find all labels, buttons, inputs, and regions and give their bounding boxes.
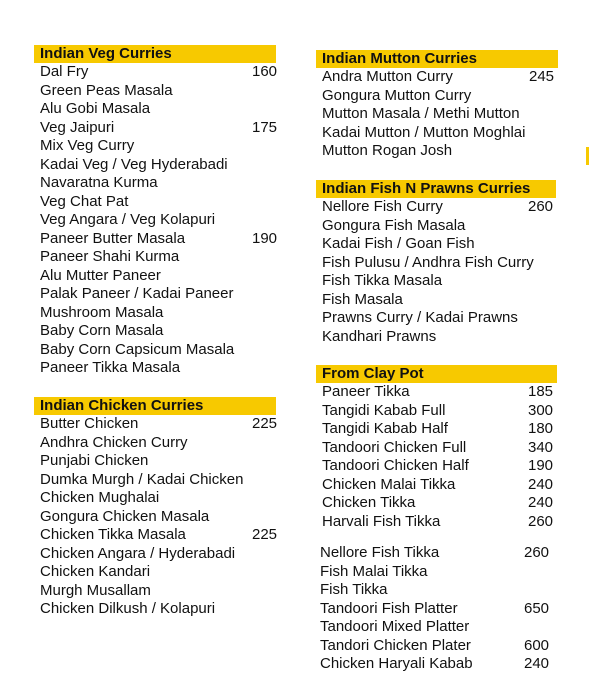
menu-item-price: 175 bbox=[252, 118, 278, 136]
menu-item-name: Prawns Curry / Kadai Prawns bbox=[322, 309, 518, 326]
menu-item bbox=[322, 124, 558, 143]
fish-prawns-list bbox=[316, 198, 556, 346]
menu-item-name: Palak Paneer / Kadai Paneer bbox=[40, 285, 234, 302]
menu-item-name: Chicken Tikka Masala bbox=[40, 526, 186, 543]
menu-item-name: Dumka Murgh / Kadai Chicken bbox=[40, 470, 244, 488]
menu-item-price: 240 bbox=[524, 655, 550, 672]
menu-item-name: Nellore Fish Curry bbox=[322, 198, 443, 215]
menu-item bbox=[40, 489, 276, 508]
menu-item-name: Andra Mutton Curry bbox=[322, 68, 453, 85]
menu-item bbox=[40, 211, 276, 230]
menu-item bbox=[40, 582, 276, 601]
menu-item-name: Mutton Masala / Methi Mutton bbox=[322, 105, 520, 122]
menu-item bbox=[40, 82, 276, 101]
menu-item bbox=[40, 285, 276, 304]
menu-item bbox=[320, 637, 554, 656]
menu-item-name: Fish Tikka Masala bbox=[322, 272, 443, 289]
clay-pot-list-2 bbox=[314, 544, 554, 674]
menu-item-name: Navaratna Kurma bbox=[40, 174, 158, 191]
menu-item-name: Butter Chicken bbox=[40, 415, 139, 432]
menu-item bbox=[40, 359, 276, 378]
menu-item-name: Chicken Kandari bbox=[40, 563, 151, 580]
veg-curries-section bbox=[34, 45, 276, 378]
menu-item bbox=[322, 402, 557, 421]
menu-item bbox=[322, 272, 556, 291]
menu-item-price: 185 bbox=[528, 383, 554, 400]
chicken-curries-header: Indian Chicken Curries bbox=[34, 397, 276, 415]
menu-item bbox=[40, 563, 276, 582]
menu-item-price: 300 bbox=[528, 401, 554, 419]
menu-item-name: Veg Chat Pat bbox=[40, 192, 129, 210]
menu-item-price: 160 bbox=[252, 63, 278, 80]
menu-item bbox=[40, 63, 276, 82]
menu-item bbox=[322, 254, 556, 273]
menu-item-price: 340 bbox=[528, 438, 554, 456]
chicken-curries-section bbox=[34, 397, 276, 619]
menu-item bbox=[40, 452, 276, 471]
menu-item-name: Gongura Chicken Masala bbox=[40, 507, 210, 525]
menu-item bbox=[322, 87, 558, 106]
clay-pot-header: From Clay Pot bbox=[316, 365, 557, 383]
menu-item-price: 600 bbox=[524, 636, 550, 654]
menu-item bbox=[40, 174, 276, 193]
menu-item-name: Harvali Fish Tikka bbox=[322, 512, 441, 530]
menu-item-price: 225 bbox=[252, 526, 278, 543]
fish-prawns-header: Indian Fish N Prawns Curries bbox=[316, 180, 556, 198]
menu-item-price: 240 bbox=[528, 475, 554, 493]
menu-item-name: Chicken Haryali Kabab bbox=[320, 655, 473, 672]
menu-item-name: Chicken Angara / Hyderabadi bbox=[40, 544, 236, 562]
menu-item bbox=[322, 494, 557, 513]
menu-item-name: Veg Angara / Veg Kolapuri bbox=[40, 211, 216, 228]
menu-item-price: 650 bbox=[524, 599, 550, 617]
menu-item-price: 260 bbox=[524, 544, 550, 561]
menu-item bbox=[40, 415, 276, 434]
menu-item bbox=[322, 142, 558, 161]
mutton-curries-header: Indian Mutton Curries bbox=[316, 50, 558, 68]
menu-item bbox=[322, 105, 558, 124]
menu-item-price: 225 bbox=[252, 415, 278, 432]
mutton-curries-list bbox=[316, 68, 558, 161]
clay-pot-list bbox=[316, 383, 557, 531]
menu-item-name: Fish Masala bbox=[322, 290, 403, 308]
menu-item bbox=[320, 563, 554, 582]
menu-item-name: Kadai Fish / Goan Fish bbox=[322, 235, 475, 252]
fish-prawns-section bbox=[316, 180, 556, 346]
menu-item-name: Kadai Veg / Veg Hyderabadi bbox=[40, 155, 228, 173]
clay-pot-list-continued bbox=[314, 544, 554, 674]
menu-item-name: Mushroom Masala bbox=[40, 303, 164, 321]
menu-item bbox=[322, 328, 556, 347]
menu-item bbox=[40, 508, 276, 527]
menu-item bbox=[322, 235, 556, 254]
menu-item bbox=[322, 383, 557, 402]
menu-item-name: Gongura Mutton Curry bbox=[322, 86, 472, 104]
menu-item bbox=[320, 600, 554, 619]
menu-item-price: 190 bbox=[252, 229, 278, 247]
menu-item bbox=[40, 545, 276, 564]
menu-item-name: Kandhari Prawns bbox=[322, 327, 437, 345]
menu-item bbox=[320, 581, 554, 600]
chicken-curries-list bbox=[34, 415, 276, 619]
menu-item bbox=[322, 439, 557, 458]
menu-item-name: Mix Veg Curry bbox=[40, 137, 135, 154]
menu-item-name: Kadai Mutton / Mutton Moghlai bbox=[322, 123, 526, 141]
menu-item-price: 180 bbox=[528, 420, 554, 437]
menu-item-name: Punjabi Chicken bbox=[40, 452, 149, 469]
menu-item-name: Dal Fry bbox=[40, 63, 89, 80]
menu-item bbox=[322, 291, 556, 310]
menu-item-name: Tandoori Fish Platter bbox=[320, 599, 458, 617]
mutton-curries-section bbox=[316, 50, 558, 161]
menu-item-name: Paneer Butter Masala bbox=[40, 229, 186, 247]
menu-item bbox=[40, 600, 276, 619]
menu-item-price: 190 bbox=[528, 457, 554, 474]
menu-item bbox=[40, 526, 276, 545]
menu-item bbox=[40, 193, 276, 212]
menu-item bbox=[322, 457, 557, 476]
menu-item-name: Mutton Rogan Josh bbox=[322, 142, 453, 159]
menu-item-name: Fish Pulusu / Andhra Fish Curry bbox=[322, 253, 534, 271]
menu-item-name: Tandoori Chicken Half bbox=[322, 457, 469, 474]
menu-item-name: Paneer Shahi Kurma bbox=[40, 248, 180, 265]
menu-item-price: 245 bbox=[529, 68, 555, 85]
menu-item-name: Alu Mutter Paneer bbox=[40, 266, 161, 284]
menu-item bbox=[40, 322, 276, 341]
menu-item bbox=[40, 471, 276, 490]
menu-item bbox=[40, 267, 276, 286]
menu-item-name: Tandoori Mixed Platter bbox=[320, 618, 470, 635]
menu-item-name: Chicken Tikka bbox=[322, 494, 416, 511]
menu-item-name: Gongura Fish Masala bbox=[322, 216, 466, 234]
menu-item-name: Baby Corn Capsicum Masala bbox=[40, 340, 235, 358]
yellow-marker bbox=[586, 147, 589, 165]
menu-item bbox=[322, 513, 557, 532]
menu-item-name: Tangidi Kabab Half bbox=[322, 420, 448, 437]
menu-item-name: Tandori Chicken Plater bbox=[320, 636, 471, 654]
menu-item bbox=[40, 100, 276, 119]
menu-item-name: Nellore Fish Tikka bbox=[320, 544, 440, 561]
menu-item-price: 260 bbox=[528, 512, 554, 530]
menu-item-name: Green Peas Masala bbox=[40, 81, 173, 99]
menu-item bbox=[40, 230, 276, 249]
menu-item-name: Veg Jaipuri bbox=[40, 118, 115, 136]
menu-item bbox=[40, 304, 276, 323]
menu-item-name: Alu Gobi Masala bbox=[40, 100, 151, 117]
clay-pot-section bbox=[316, 365, 557, 531]
menu-item-name: Fish Tikka bbox=[320, 581, 388, 598]
menu-item bbox=[322, 198, 556, 217]
menu-item bbox=[322, 68, 558, 87]
menu-item bbox=[320, 618, 554, 637]
menu-item bbox=[40, 341, 276, 360]
veg-curries-list bbox=[34, 63, 276, 378]
menu-item-name: Fish Malai Tikka bbox=[320, 562, 428, 580]
menu-item-price: 260 bbox=[528, 198, 554, 215]
menu-item bbox=[322, 309, 556, 328]
menu-item bbox=[40, 119, 276, 138]
menu-item-name: Andhra Chicken Curry bbox=[40, 433, 188, 451]
menu-item bbox=[40, 156, 276, 175]
menu-item-name: Chicken Mughalai bbox=[40, 489, 160, 506]
menu-item-name: Baby Corn Masala bbox=[40, 322, 164, 339]
menu-item-name: Murgh Musallam bbox=[40, 581, 151, 599]
veg-curries-header: Indian Veg Curries bbox=[34, 45, 276, 63]
menu-item-name: Tandoori Chicken Full bbox=[322, 438, 467, 456]
menu-item bbox=[40, 137, 276, 156]
menu-item-name: Tangidi Kabab Full bbox=[322, 401, 446, 419]
menu-item-price: 240 bbox=[528, 494, 554, 511]
menu-item bbox=[320, 655, 554, 674]
menu-item bbox=[40, 248, 276, 267]
menu-item-name: Chicken Malai Tikka bbox=[322, 475, 456, 493]
menu-item bbox=[40, 434, 276, 453]
menu-item bbox=[320, 544, 554, 563]
menu-item bbox=[322, 217, 556, 236]
menu-item-name: Paneer Tikka Masala bbox=[40, 359, 181, 376]
menu-item-name: Chicken Dilkush / Kolapuri bbox=[40, 600, 216, 617]
menu-item bbox=[322, 420, 557, 439]
menu-item-name: Paneer Tikka bbox=[322, 383, 410, 400]
menu-item bbox=[322, 476, 557, 495]
